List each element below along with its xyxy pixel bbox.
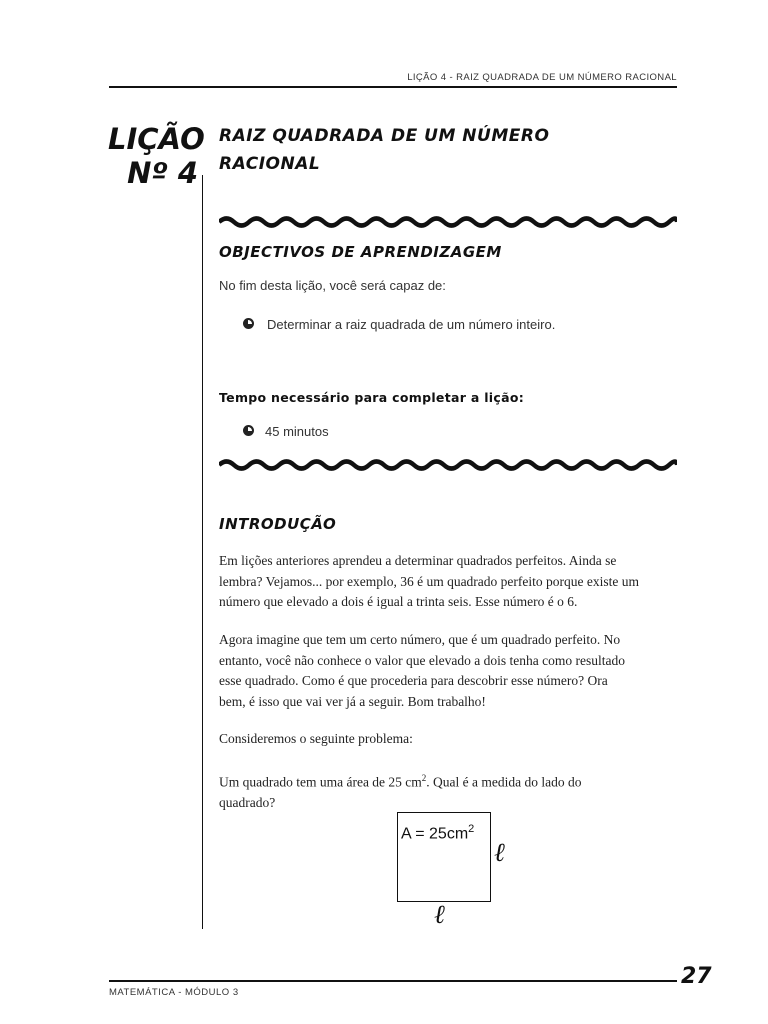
lesson-number: Nº 4 — [127, 156, 198, 190]
header-rule — [109, 86, 677, 88]
side-label-right: ℓ — [494, 838, 505, 867]
wavy-separator — [219, 215, 677, 229]
problem-text-pre: Um quadrado tem uma área de 25 cm — [219, 774, 422, 790]
lesson-label — [108, 122, 205, 190]
side-label-bottom: ℓ — [434, 900, 445, 929]
intro-paragraph-2 — [219, 630, 679, 712]
lesson-label-word: LIÇÃO — [108, 122, 205, 156]
clock-bullet-icon — [243, 425, 254, 436]
text-line: quadrado? — [219, 795, 276, 810]
intro-paragraph-3: Consideremos o seguinte problema: — [219, 731, 413, 746]
text-line: lembra? Vejamos... por exemplo, 36 é um quadrado perfeito porque existe um — [219, 573, 640, 589]
lesson-title-line2: RACIONAL — [219, 154, 321, 174]
objectives-heading: OBJECTIVOS DE APRENDIZAGEM — [219, 243, 502, 261]
problem-exponent: 2 — [421, 773, 427, 783]
text-line: esse quadrado. Como é que procederia para descobrir esse número? Ora — [219, 673, 608, 688]
text-line: entanto, você não conhece o valor que elevado a dois tenha como resultado — [219, 652, 625, 668]
problem-statement — [219, 768, 679, 814]
intro-paragraph-1 — [219, 551, 679, 613]
area-text: A = 25cm — [401, 825, 469, 843]
problem-text-post: . Qual é a medida do lado do — [426, 774, 582, 790]
lesson-title — [219, 122, 659, 178]
footer-module: MATEMÁTICA - MÓDULO 3 — [109, 987, 239, 998]
text-line: Agora imagine que tem um certo número, que é um quadrado perfeito. No — [219, 632, 621, 647]
text-line — [219, 768, 679, 793]
lesson-title-line1: RAIZ QUADRADA DE UM NÚMERO — [219, 126, 550, 146]
footer-rule — [109, 980, 677, 982]
wavy-separator — [219, 458, 677, 472]
text-line: número que elevado a dois é igual a trinta seis. Esse número é o 6. — [219, 594, 578, 609]
running-header: LIÇÃO 4 - RAIZ QUADRADA DE UM NÚMERO RACIONAL — [407, 72, 677, 83]
time-heading: Tempo necessário para completar a lição: — [219, 390, 525, 405]
time-value: 45 minutos — [265, 424, 329, 439]
area-label — [401, 823, 474, 843]
text-line: Em lições anteriores aprendeu a determinar quadrados perfeitos. Ainda se — [219, 553, 617, 568]
margin-divider — [202, 175, 203, 929]
clock-bullet-icon — [243, 318, 254, 329]
introduction-heading: INTRODUÇÃO — [219, 515, 337, 533]
objective-item: Determinar a raiz quadrada de um número inteiro. — [267, 317, 556, 332]
area-exponent: 2 — [468, 823, 475, 835]
page-number: 27 — [681, 964, 712, 989]
objectives-intro: No fim desta lição, você será capaz de: — [219, 278, 446, 293]
text-line: bem, é isso que vai ver já a seguir. Bom trabalho! — [219, 693, 486, 709]
